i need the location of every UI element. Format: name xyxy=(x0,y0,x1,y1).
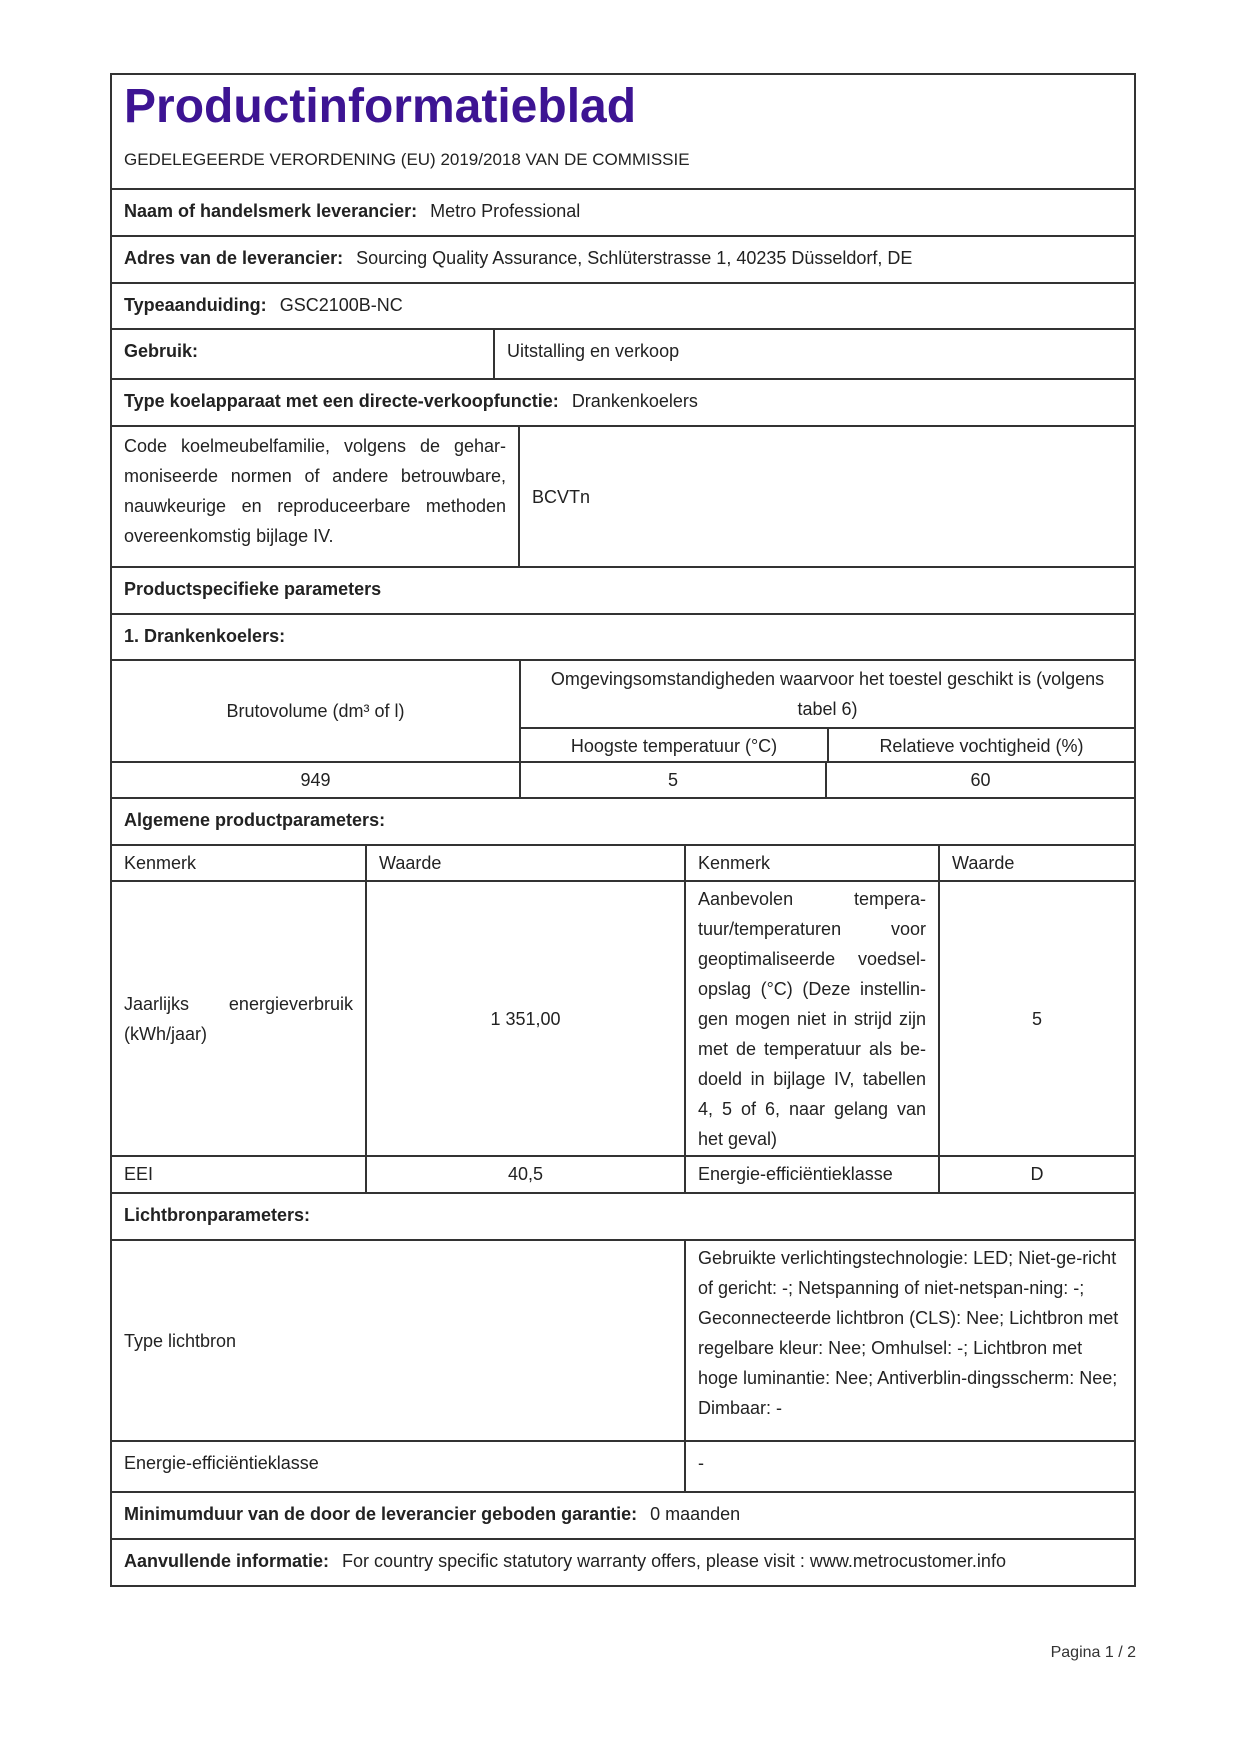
recommended-temperature-value: 5 xyxy=(938,882,1134,1155)
family-code-row xyxy=(112,425,1134,566)
light-source-type-value: Gebruikte verlichtingstechnologie: LED; Niet-ge-richt of gericht: -; Netspanning of niet-netspan-ning: -; Geconnecteerde lichtbron (CLS): Nee; Lichtbron met regelbare kleur: Nee; Omhulsel: -; Lichtbron met hoge luminantie: Nee; Antiverblin-dingsscherm: Nee; Dimbaar: - xyxy=(684,1241,1134,1440)
additional-info-value: For country specific statutory warranty offers, please visit : www.metrocustomer.info xyxy=(342,1551,1006,1571)
appliance-type-row xyxy=(112,378,1134,425)
regulation-subtitle: GEDELEGEERDE VERORDENING (EU) 2019/2018 VAN DE COMMISSIE xyxy=(124,150,690,169)
eei-row xyxy=(112,1155,1134,1192)
value-column-header-1: Waarde xyxy=(365,846,684,880)
specific-params-heading: Productspecifieke parameters xyxy=(112,566,1134,613)
supplier-address-label: Adres van de leverancier: xyxy=(124,248,344,268)
light-source-class-value: - xyxy=(684,1442,1134,1491)
model-identifier-label: Typeaanduiding: xyxy=(124,295,267,315)
supplier-name-row xyxy=(112,188,1134,235)
supplier-address-value: Sourcing Quality Assurance, Schlüterstrasse 1, 40235 Düsseldorf, DE xyxy=(356,248,913,268)
feature-column-header-2: Kenmerk xyxy=(684,846,938,880)
light-source-type-label: Type lichtbron xyxy=(124,1330,237,1351)
energy-class-value: D xyxy=(938,1157,1134,1192)
gross-volume-value: 949 xyxy=(300,770,331,790)
light-source-heading: Lichtbronparameters: xyxy=(112,1192,1134,1239)
warranty-row xyxy=(112,1491,1134,1538)
ambient-conditions-group xyxy=(519,661,1134,761)
warranty-label: Minimumduur van de door de leverancier geboden garantie: xyxy=(124,1504,638,1524)
eei-label: EEI xyxy=(124,1164,154,1184)
volume-ambient-header xyxy=(112,659,1134,761)
eei-value: 40,5 xyxy=(365,1157,684,1192)
gross-volume-label: Brutovolume (dm³ of l) xyxy=(226,701,405,721)
light-source-type-row xyxy=(112,1239,1134,1440)
family-code-value: BCVTn xyxy=(518,427,1134,566)
light-source-class-row xyxy=(112,1440,1134,1491)
max-temp-value: 5 xyxy=(519,763,825,797)
beverage-coolers-heading: 1. Drankenkoelers: xyxy=(112,613,1134,659)
usage-value: Uitstalling en verkoop xyxy=(493,330,1134,378)
appliance-type-value: Drankenkoelers xyxy=(571,391,698,411)
value-column-header-2: Waarde xyxy=(938,846,1134,880)
product-information-sheet xyxy=(110,73,1136,1587)
humidity-value: 60 xyxy=(825,763,1134,797)
feature-column-header-1: Kenmerk xyxy=(124,853,197,873)
header-block xyxy=(112,75,1134,188)
volume-ambient-values xyxy=(112,761,1134,797)
annual-energy-value: 1 351,00 xyxy=(365,882,684,1155)
usage-row xyxy=(112,328,1134,378)
supplier-name-value: Metro Professional xyxy=(430,201,581,221)
additional-info-label: Aanvullende informatie: xyxy=(124,1551,330,1571)
additional-info-row xyxy=(112,1538,1134,1585)
warranty-value: 0 maanden xyxy=(650,1504,741,1524)
general-params-heading: Algemene productparameters: xyxy=(112,797,1134,844)
ambient-conditions-label: Omgevingsomstandigheden waarvoor het toestel geschikt is (volgens tabel 6) xyxy=(550,669,1105,719)
light-source-class-label: Energie-efficiëntieklasse xyxy=(124,1453,319,1473)
family-code-label: Code koelmeubelfamilie, volgens de gehar-moniseerde normen of andere betrouwbare, nauwkeurige en reproduceerbare methoden overeenkomstig bijlage IV. xyxy=(124,436,506,546)
max-temp-label: Hoogste temperatuur (°C) xyxy=(570,736,778,756)
annual-energy-label: Jaarlijks energieverbruik (kWh/jaar) xyxy=(124,993,353,1044)
page-number: Pagina 1 / 2 xyxy=(1050,1644,1136,1661)
model-identifier-value: GSC2100B-NC xyxy=(279,295,403,315)
model-identifier-row xyxy=(112,282,1134,328)
general-params-header-row xyxy=(112,844,1134,880)
ambient-subheaders xyxy=(521,727,1134,763)
humidity-label: Relatieve vochtigheid (%) xyxy=(827,729,1134,763)
energy-consumption-row xyxy=(112,880,1134,1155)
supplier-address-row xyxy=(112,235,1134,282)
appliance-type-label: Type koelapparaat met een directe-verkoopfunctie: xyxy=(124,391,559,411)
recommended-temperature-label: Aanbevolen tempera-tuur/temperaturen voor geoptimaliseerde voedsel-opslag (°C) (Deze instellin-gen mogen niet in strijd zijn met de temperatuur als be-doeld in bijlage IV, tabellen 4, 5 of 6, naar gelang van het geval) xyxy=(684,882,938,1155)
supplier-name-label: Naam of handelsmerk leverancier: xyxy=(124,201,418,221)
page-title: Productinformatieblad xyxy=(124,80,637,133)
energy-class-label: Energie-efficiëntieklasse xyxy=(684,1157,938,1192)
usage-label: Gebruik: xyxy=(124,341,199,361)
